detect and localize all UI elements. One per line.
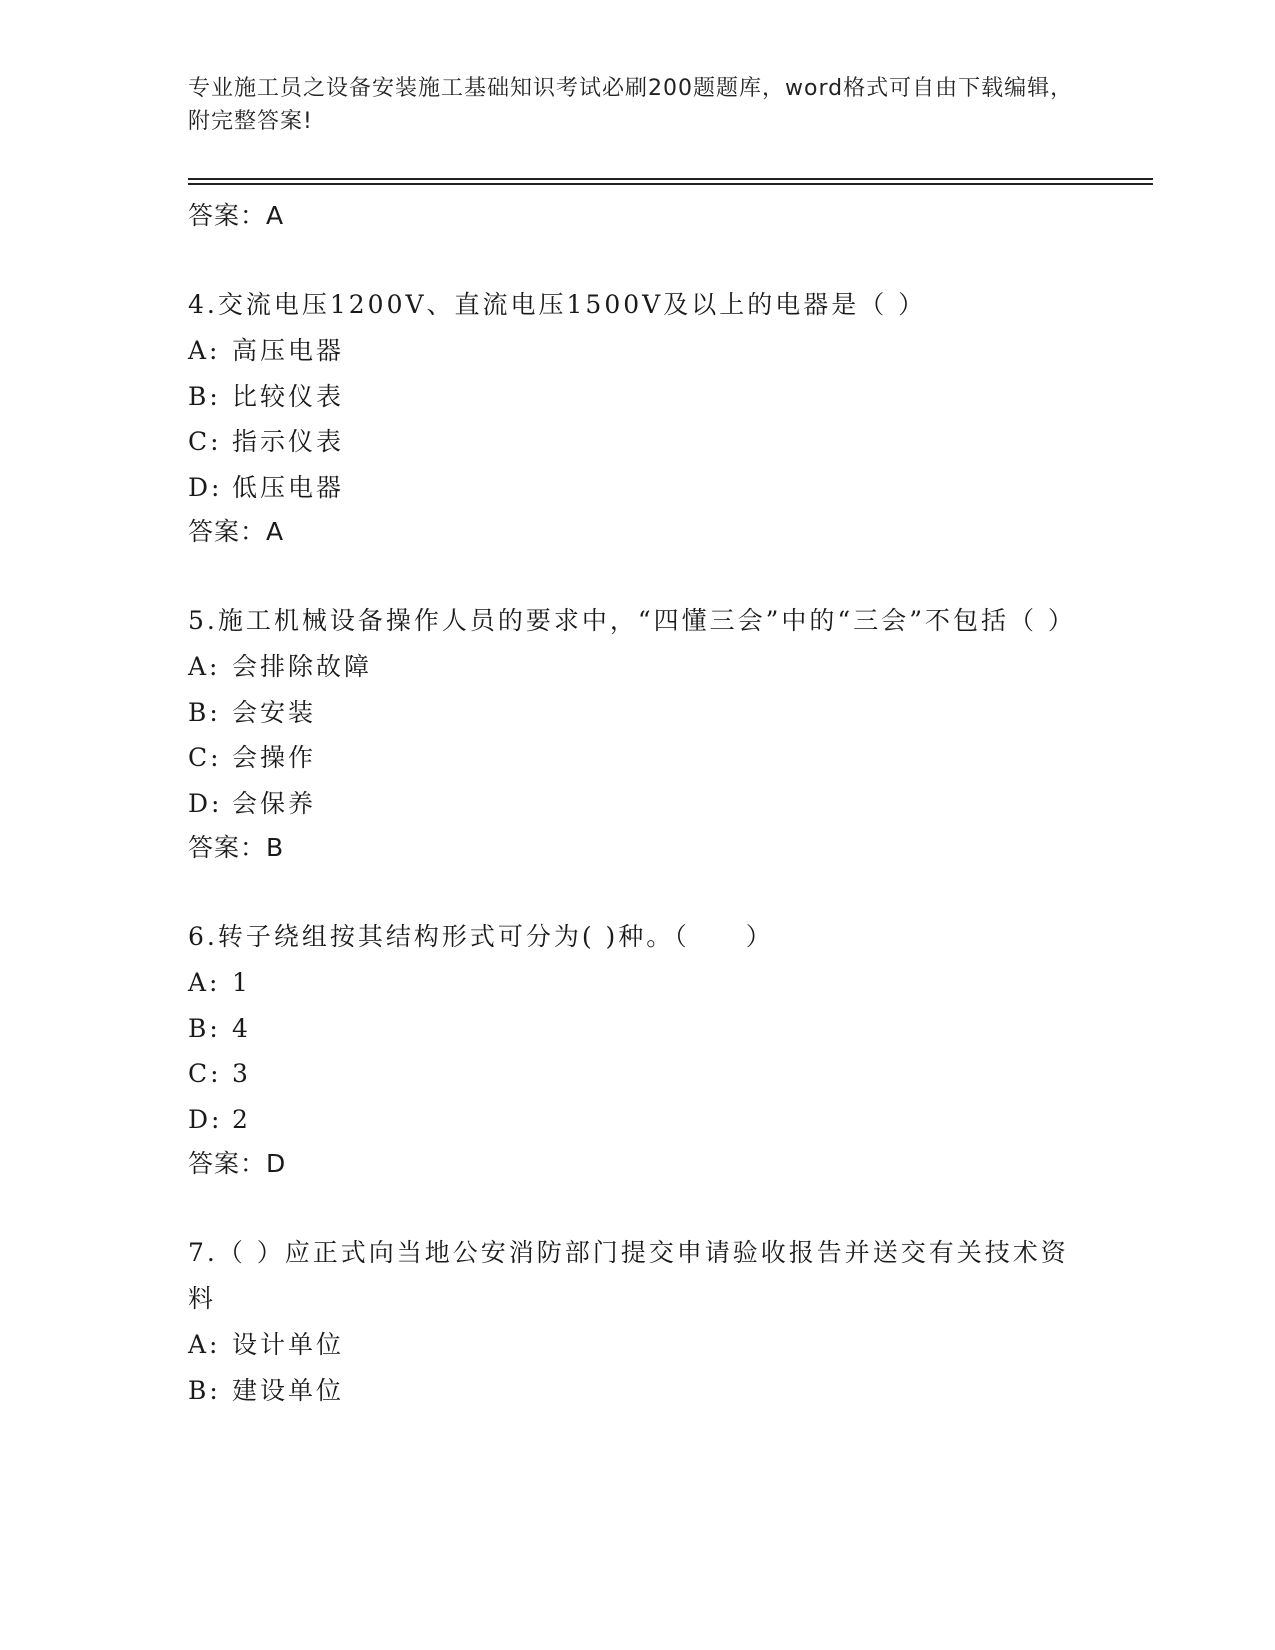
option-text: 会安装 bbox=[232, 697, 317, 727]
option-letter: B: bbox=[188, 697, 221, 727]
answer-line: 答案：B bbox=[188, 833, 285, 862]
option-letter: A: bbox=[188, 968, 221, 997]
option-a bbox=[188, 644, 1088, 690]
option-a bbox=[188, 960, 1088, 1006]
option-letter: C: bbox=[188, 427, 222, 456]
answer-line: 答案：A bbox=[188, 517, 285, 546]
question-text: 5.施工机械设备操作人员的要求中，“四懂三会”中的“三会”不包括（ ） bbox=[188, 606, 1076, 635]
option-text: 设计单位 bbox=[232, 1330, 345, 1359]
option-letter: A: bbox=[188, 652, 221, 681]
option-b bbox=[188, 1368, 1088, 1414]
option-d bbox=[188, 465, 1088, 511]
question-item bbox=[188, 598, 1088, 870]
answer-line: 答案：A bbox=[188, 201, 285, 230]
option-b bbox=[188, 374, 1088, 420]
question-text: 6.转子绕组按其结构形式可分为( )种。（ ） bbox=[188, 922, 774, 951]
option-text: 比较仪表 bbox=[232, 381, 345, 411]
option-text: 高压电器 bbox=[232, 336, 345, 365]
question-list bbox=[188, 194, 1088, 1413]
question-item bbox=[188, 282, 1088, 554]
option-d bbox=[188, 781, 1088, 827]
option-letter: A: bbox=[188, 336, 221, 365]
question-text: 4.交流电压1200V、直流电压1500V及以上的电器是（ ） bbox=[188, 290, 927, 319]
header-divider bbox=[188, 178, 1153, 180]
option-letter: A: bbox=[188, 1330, 221, 1359]
option-letter: D: bbox=[188, 1104, 223, 1134]
option-b bbox=[188, 1006, 1088, 1052]
option-a bbox=[188, 328, 1088, 374]
option-b bbox=[188, 690, 1088, 736]
document-header: 专业施工员之设备安装施工基础知识考试必刷200题题库，word格式可自由下载编辑，附完整答案! bbox=[188, 76, 1074, 134]
option-text: 1 bbox=[232, 968, 251, 997]
option-a bbox=[188, 1322, 1088, 1368]
option-text: 指示仪表 bbox=[232, 427, 345, 456]
question-item bbox=[188, 914, 1088, 1186]
option-letter: B: bbox=[188, 1013, 221, 1043]
option-c bbox=[188, 419, 1088, 465]
option-text: 低压电器 bbox=[232, 472, 345, 502]
question-text: 7.（ ）应正式向当地公安消防部门提交申请验收报告并送交有关技术资料 bbox=[188, 1238, 1069, 1313]
question-item bbox=[188, 1230, 1088, 1413]
option-text: 建设单位 bbox=[232, 1375, 345, 1405]
option-d bbox=[188, 1097, 1088, 1143]
option-letter: B: bbox=[188, 1375, 221, 1405]
option-letter: C: bbox=[188, 743, 222, 772]
answer-line: 答案：D bbox=[188, 1149, 287, 1178]
option-letter: D: bbox=[188, 472, 223, 502]
option-text: 4 bbox=[232, 1013, 251, 1043]
option-letter: B: bbox=[188, 381, 221, 411]
header-divider-secondary bbox=[188, 183, 1153, 185]
option-c bbox=[188, 735, 1088, 781]
option-text: 会保养 bbox=[232, 788, 317, 818]
option-letter: C: bbox=[188, 1059, 222, 1088]
option-text: 3 bbox=[232, 1059, 251, 1088]
option-text: 2 bbox=[232, 1104, 251, 1134]
option-text: 会排除故障 bbox=[232, 652, 373, 681]
option-c bbox=[188, 1051, 1088, 1097]
option-text: 会操作 bbox=[232, 743, 317, 772]
option-letter: D: bbox=[188, 788, 223, 818]
